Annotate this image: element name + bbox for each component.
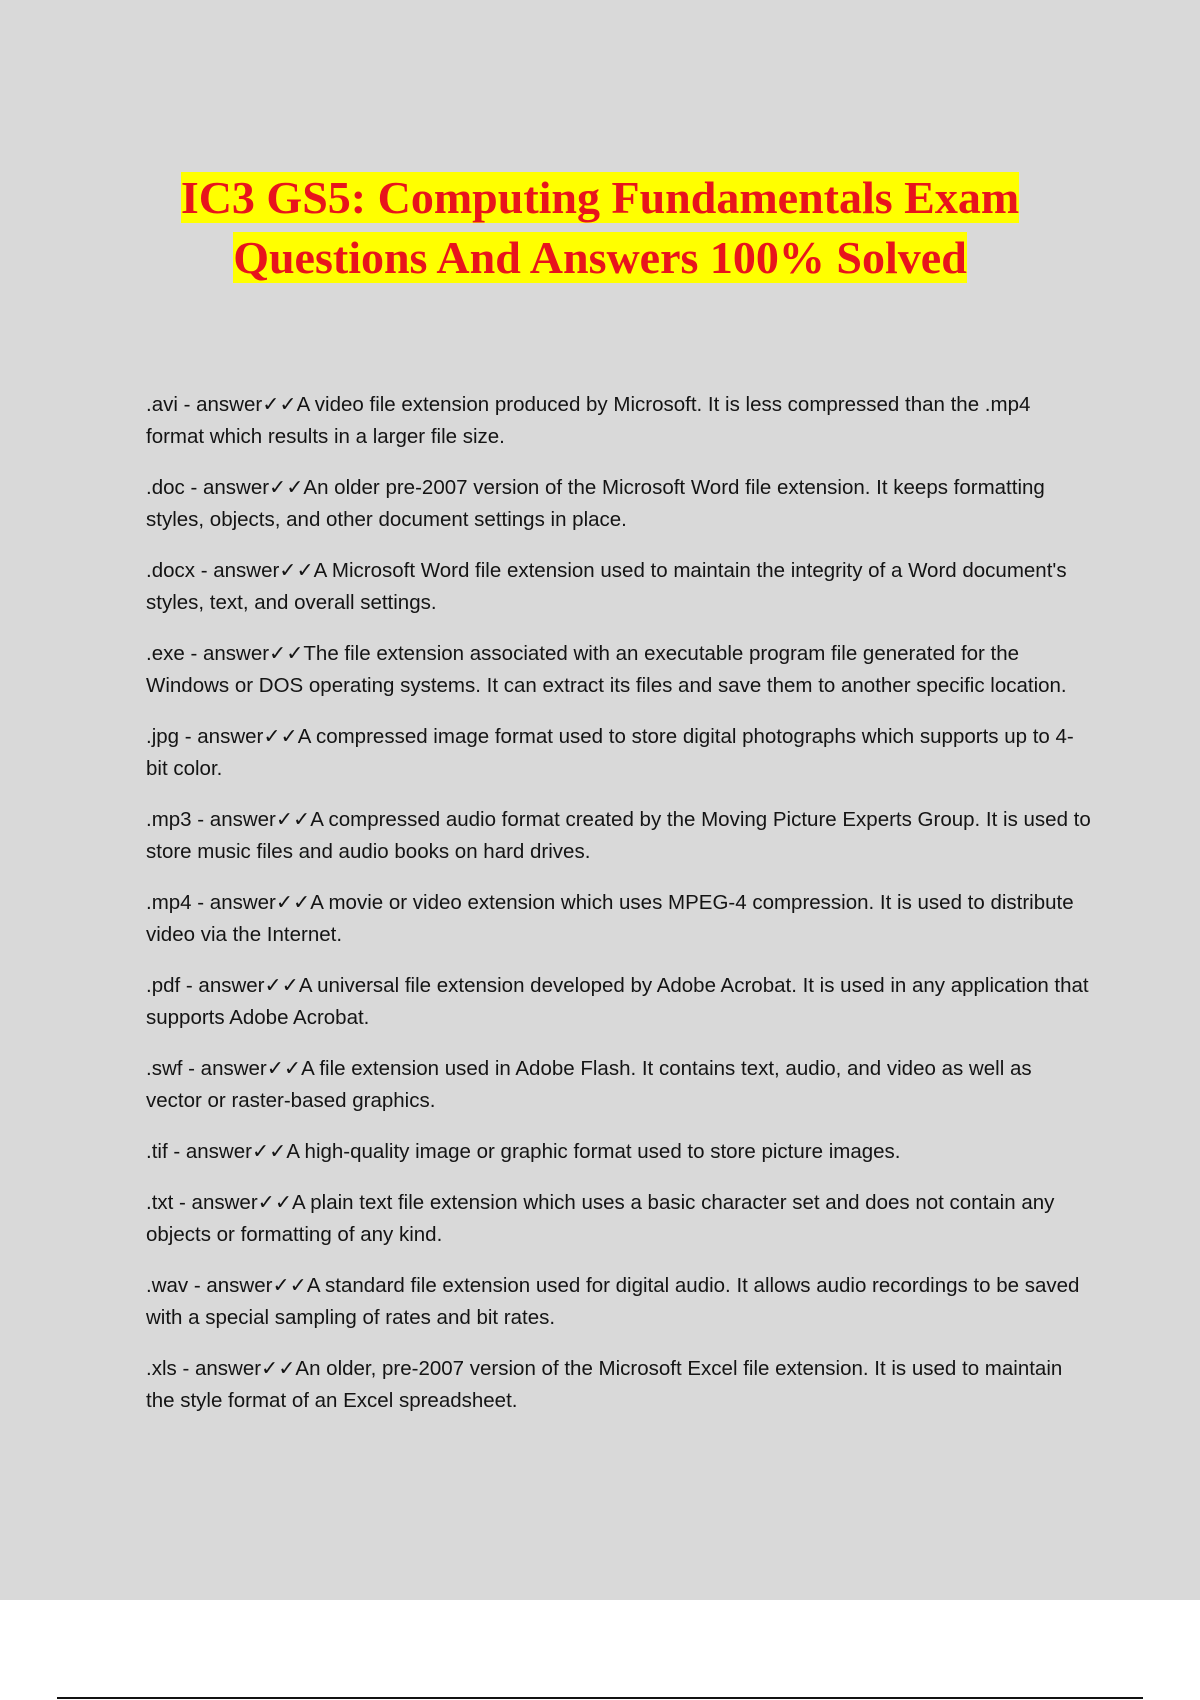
entry-definition: A movie or video extension which uses MPEG-4 compression. It is used to distribute video via the Internet.	[146, 891, 1074, 946]
entry-list	[146, 389, 1092, 1436]
entry-term: .xls	[146, 1357, 177, 1380]
entry-separator: - answer✓✓	[195, 559, 314, 582]
entry-definition: The file extension associated with an executable program file generated for the Windows or DOS operating systems. It can extract its files and save them to another specific location.	[146, 642, 1067, 697]
entry-separator: - answer✓✓	[188, 1274, 307, 1297]
title-line-1: IC3 GS5: Computing Fundamentals Exam	[180, 172, 1020, 223]
list-item	[146, 1270, 1092, 1334]
entry-term: .avi	[146, 393, 178, 416]
entry-definition: A plain text file extension which uses a basic character set and does not contain any objects or formatting of any kind.	[146, 1191, 1055, 1246]
entry-separator: - answer✓✓	[173, 1191, 292, 1214]
list-item	[146, 1353, 1092, 1417]
entry-separator: - answer✓✓	[191, 891, 311, 914]
entry-term: .tif	[146, 1140, 168, 1163]
entry-definition: A file extension used in Adobe Flash. It contains text, audio, and video as well as vector or raster-based graphics.	[146, 1057, 1032, 1112]
entry-definition: A high-quality image or graphic format used to store picture images.	[286, 1140, 901, 1163]
entry-separator: - answer✓✓	[184, 642, 304, 665]
entry-separator: - answer✓✓	[184, 476, 304, 499]
entry-definition: A Microsoft Word file extension used to maintain the integrity of a Word document's styles, text, and overall settings.	[146, 559, 1067, 614]
entry-separator: - answer✓✓	[191, 808, 311, 831]
entry-definition: A standard file extension used for digital audio. It allows audio recordings to be saved with a special sampling of rates and bit rates.	[146, 1274, 1080, 1329]
entry-definition: An older pre-2007 version of the Microsoft Word file extension. It keeps formatting styles, objects, and other document settings in place.	[146, 476, 1045, 531]
entry-separator: - answer✓✓	[176, 1357, 296, 1380]
entry-definition: A universal file extension developed by Adobe Acrobat. It is used in any application that supports Adobe Acrobat.	[146, 974, 1089, 1029]
footer-divider	[57, 1697, 1143, 1699]
list-item	[146, 804, 1092, 868]
list-item	[146, 638, 1092, 702]
entry-separator: - answer✓✓	[179, 725, 298, 748]
entry-definition: A video file extension produced by Microsoft. It is less compressed than the .mp4 format which results in a larger file size.	[146, 393, 1031, 448]
list-item	[146, 555, 1092, 619]
entry-term: .doc	[146, 476, 185, 499]
entry-separator: - answer✓✓	[182, 1057, 302, 1080]
entry-definition: A compressed image format used to store digital photographs which supports up to 4-bit color.	[146, 725, 1074, 780]
entry-term: .jpg	[146, 725, 180, 748]
list-item	[146, 887, 1092, 951]
entry-term: .swf	[146, 1057, 183, 1080]
list-item	[146, 970, 1092, 1034]
entry-definition: An older, pre-2007 version of the Microsoft Excel file extension. It is used to maintain the style format of an Excel spreadsheet.	[146, 1357, 1063, 1412]
entry-term: .txt	[146, 1191, 174, 1214]
entry-term: .wav	[146, 1274, 189, 1297]
entry-term: .docx	[146, 559, 195, 582]
entry-definition: A compressed audio format created by the Moving Picture Experts Group. It is used to store music files and audio books on hard drives.	[146, 808, 1091, 863]
list-item	[146, 1187, 1092, 1251]
list-item	[146, 1053, 1092, 1117]
list-item	[146, 472, 1092, 536]
title-line-2: Questions And Answers 100% Solved	[233, 232, 967, 283]
entry-separator: - answer✓✓	[180, 974, 299, 997]
entry-term: .exe	[146, 642, 185, 665]
list-item	[146, 721, 1092, 785]
list-item	[146, 389, 1092, 453]
entry-term: .mp4	[146, 891, 192, 914]
entry-separator: - answer✓✓	[167, 1140, 287, 1163]
list-item	[146, 1136, 1092, 1168]
entry-term: .mp3	[146, 808, 192, 831]
entry-separator: - answer✓✓	[177, 393, 297, 416]
entry-term: .pdf	[146, 974, 181, 997]
document-title	[0, 168, 1200, 288]
